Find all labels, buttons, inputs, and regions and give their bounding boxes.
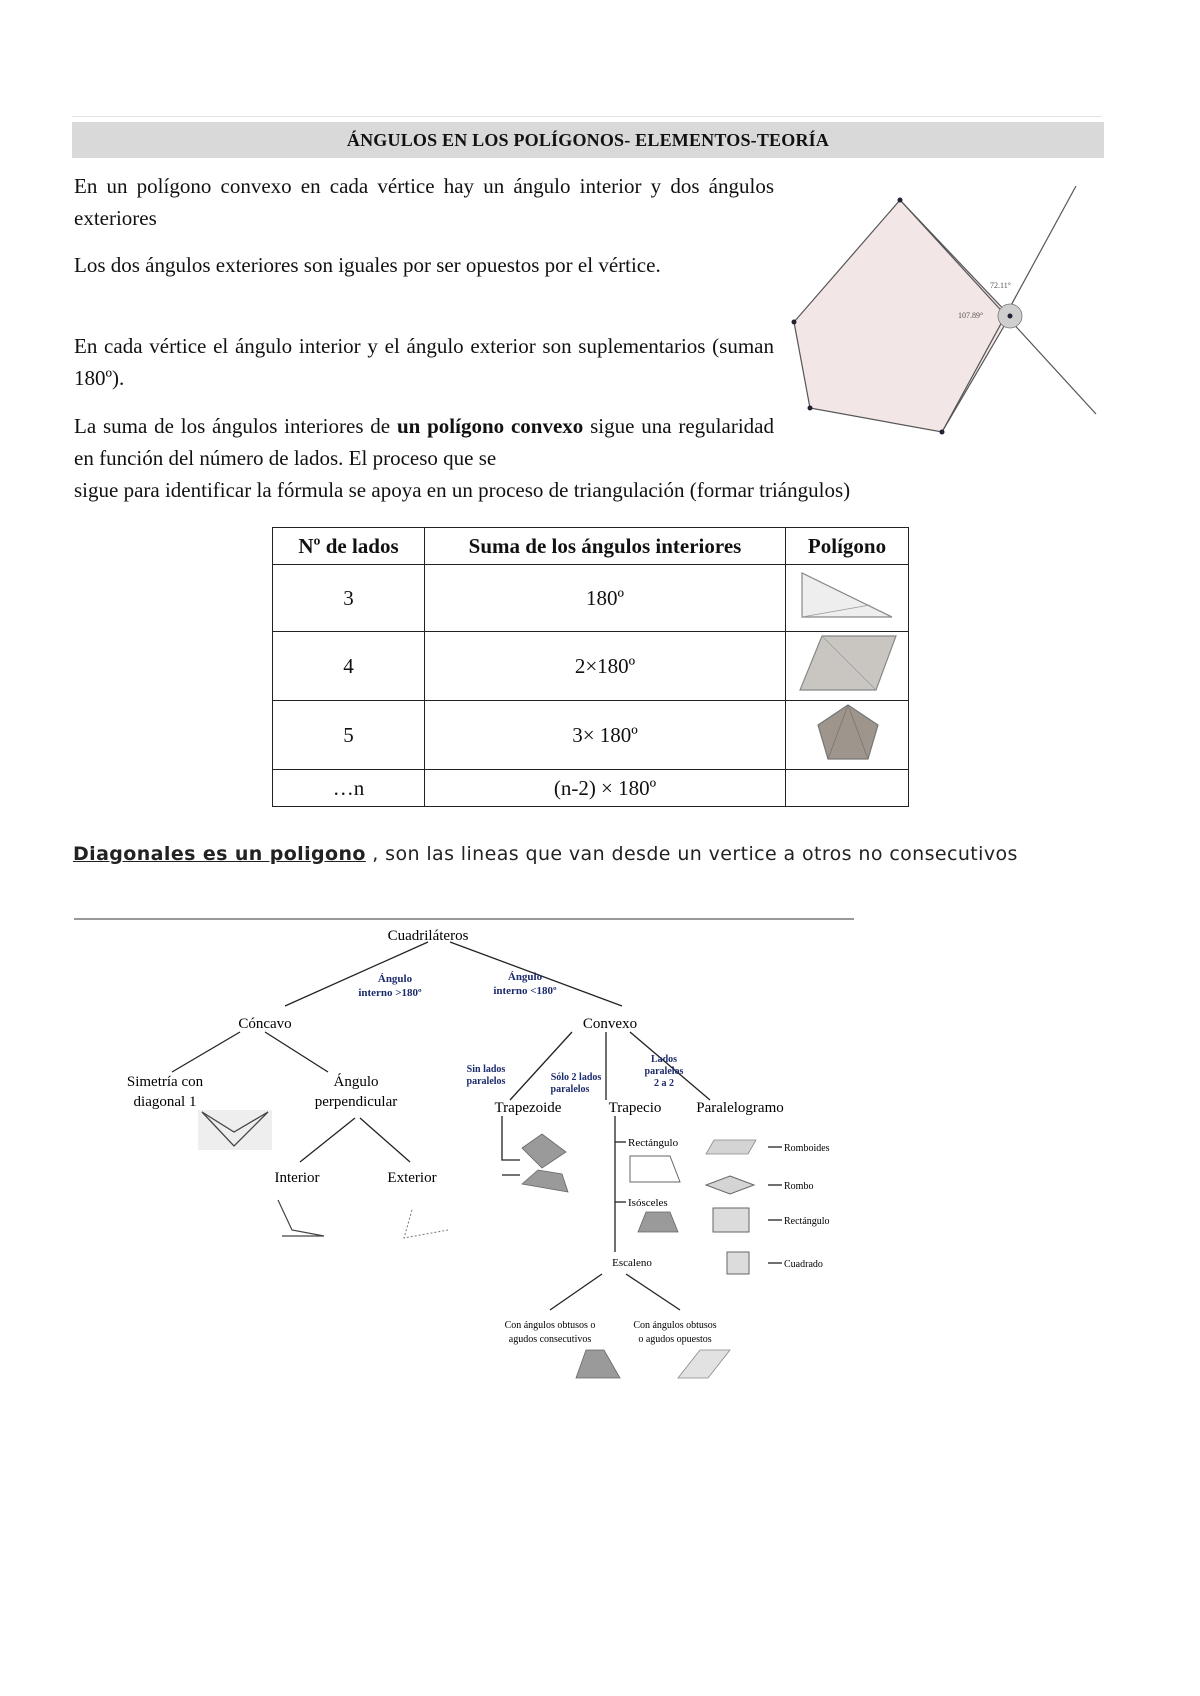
scalene-trapezium-shape (576, 1350, 620, 1378)
obtuse-consecutive-label-1: Con ángulos obtusos o (504, 1320, 596, 1331)
exterior-angle-label: 72.11° (990, 281, 1011, 290)
romboid-label: Romboides (784, 1143, 830, 1154)
diagonals-description: , son las lineas que van desde un vertice a otros no consecutivos (365, 843, 1018, 865)
perpendicular-label-2: perpendicular (314, 1094, 398, 1110)
angle-sum-table (272, 527, 909, 807)
sum-rule-bold: un polígono convexo (396, 414, 584, 438)
table-row (273, 770, 909, 807)
trapezoid-shape (522, 1134, 566, 1168)
pairs-parallel-label-1: Lados (650, 1054, 678, 1065)
cell-sum: 3× 180º (425, 701, 786, 770)
vertex-dot (808, 406, 813, 411)
tree-trapezoid: Trapezoide (494, 1100, 562, 1116)
header-sum: Suma de los ángulos interiores (425, 528, 786, 565)
cell-sides: 3 (273, 565, 425, 632)
tree-concave: Cóncavo (238, 1016, 292, 1032)
cell-sides: 5 (273, 701, 425, 770)
symmetry-label-1: Simetría con (126, 1074, 204, 1090)
paragraph-supplementary: En cada vértice el ángulo interior y el ángulo exterior son suplementarios (suman 180º). (74, 334, 774, 390)
tree-trapezium: Trapecio (608, 1100, 662, 1116)
cell-sum: 2×180º (425, 632, 786, 701)
vertex-dot (898, 198, 903, 203)
perpendicular-label-1: Ángulo (333, 1074, 379, 1090)
vertex-dot (940, 430, 945, 435)
trapezium-isosceles-label: Isósceles (628, 1197, 668, 1209)
tree-parallelogram: Paralelogramo (696, 1100, 784, 1116)
convex-angle-label-2: interno <180º (493, 985, 557, 997)
scalene-trapezium-shape-2 (678, 1350, 730, 1378)
obtuse-opposite-label-2: o agudos opuestos (638, 1334, 712, 1345)
table-row (273, 632, 909, 701)
right-trapezium-shape (630, 1156, 680, 1182)
vertex-dot (792, 320, 797, 325)
no-parallel-label-1: Sin lados (466, 1064, 506, 1075)
table-row (273, 565, 909, 632)
concave-angle-label-1: Ángulo (377, 973, 413, 985)
paragraph-interior-exterior: En un polígono convexo en cada vértice hay un ángulo interior y dos ángulos exteriores (74, 174, 774, 230)
concave-angle-label-2: interno >180º (358, 987, 422, 999)
convex-angle-label-1: Ángulo (507, 971, 543, 983)
cell-polygon (786, 770, 909, 807)
interior-angle-label: 107.89° (958, 311, 984, 320)
table-row (273, 701, 909, 770)
triangle-icon (792, 565, 902, 625)
tree-scalene: Escaleno (612, 1257, 652, 1269)
two-parallel-label-2: paralelos (550, 1084, 590, 1095)
cell-sum: 180º (425, 565, 786, 632)
rhombus-shape (706, 1176, 754, 1194)
tree-interior: Interior (274, 1170, 320, 1186)
page-title: ÁNGULOS EN LOS POLÍGONOS- ELEMENTOS-TEORÍA (72, 122, 1104, 158)
trapezoid-shape-2 (522, 1170, 568, 1192)
square-label: Cuadrado (784, 1259, 823, 1270)
table-header-row (273, 528, 909, 565)
obtuse-opposite-label-1: Con ángulos obtusos (633, 1320, 717, 1331)
cell-polygon (786, 701, 909, 770)
rectangle-label: Rectángulo (784, 1216, 830, 1227)
sum-rule-text-b: sigue una regularidad en función del número de lados. El proceso que se (74, 414, 774, 470)
tree-convex: Convexo (582, 1016, 638, 1032)
cell-sides: 4 (273, 632, 425, 701)
pentagon-icon (792, 701, 902, 763)
pairs-parallel-label-2: paralelos (644, 1066, 684, 1077)
top-rule (72, 116, 1102, 117)
quadrilateral-icon (792, 632, 902, 694)
cell-polygon (786, 632, 909, 701)
pairs-parallel-label-3: 2 a 2 (654, 1078, 674, 1089)
cell-sides: …n (273, 770, 425, 807)
header-sides: Nº de lados (273, 528, 425, 565)
obtuse-consecutive-label-2: agudos consecutivos (508, 1334, 592, 1345)
quadrilateral-tree (110, 920, 870, 1390)
romboid-shape (706, 1140, 756, 1154)
exterior-angle-shape (404, 1210, 448, 1238)
sum-rule-text-a: La suma de los ángulos interiores de (74, 414, 397, 438)
rhombus-label: Rombo (784, 1181, 814, 1192)
tree-root: Cuadriláteros (387, 928, 469, 944)
diagonals-term: Diagonales es un poligono (73, 843, 366, 865)
no-parallel-label-2: paralelos (466, 1076, 506, 1087)
header-polygon: Polígono (786, 528, 909, 565)
concave-symmetric-shape (198, 1110, 272, 1150)
tree-exterior: Exterior (387, 1170, 437, 1186)
vertex-dot (1008, 314, 1013, 319)
square-shape (727, 1252, 749, 1274)
cell-polygon (786, 565, 909, 632)
diagonals-definition (73, 840, 1033, 868)
paragraph-sum-rule (74, 410, 774, 474)
paragraph-triangulation: sigue para identificar la fórmula se apoya en un proceso de triangulación (formar triángulos) (74, 478, 851, 502)
interior-angle-shape (278, 1200, 324, 1236)
cell-sum: (n-2) × 180º (425, 770, 786, 807)
rectangle-shape (713, 1208, 749, 1232)
two-parallel-label-1: Sólo 2 lados (550, 1072, 602, 1083)
pentagon-angle-figure (780, 176, 1100, 466)
isosceles-trapezium-shape (638, 1212, 678, 1232)
trapezium-rect-label: Rectángulo (628, 1137, 679, 1149)
paragraph-opposite-angles: Los dos ángulos exteriores son iguales por ser opuestos por el vértice. (74, 253, 661, 277)
symmetry-label-2: diagonal 1 (133, 1094, 197, 1110)
